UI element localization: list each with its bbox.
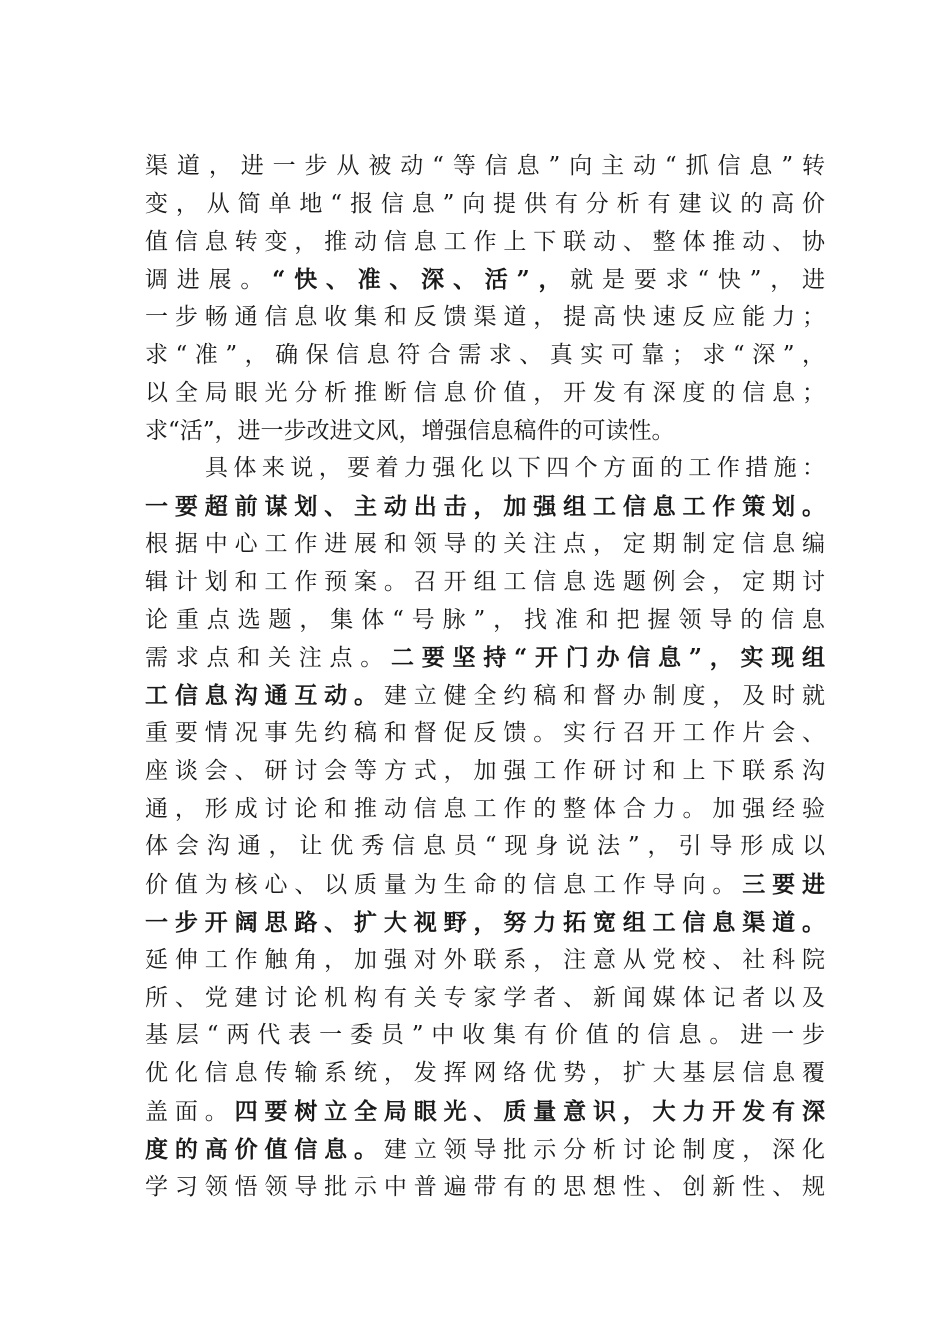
text-line: 变，从简单地“报信息”向提供有分析有建议的高价 — [145, 190, 825, 217]
bold-phrase: 三要进 — [742, 871, 826, 899]
text-line: 渠道，进一步从被动“等信息”向主动“抓信息”转 — [145, 153, 825, 179]
text-line: 辑计划和工作预案。召开组工信息选题例会，定期讨 — [145, 568, 825, 595]
text-line: 通，形成讨论和推动信息工作的整体合力。加强经验 — [145, 795, 825, 822]
text-line: 需求点和关注点。二要坚持“开门办信息”，实现组 — [145, 644, 825, 672]
text-line: 度的高价值信息。建立领导批示分析讨论制度，深化 — [145, 1135, 826, 1163]
bold-phrase: 工信息沟通互动。 — [145, 682, 384, 710]
body-text — [145, 148, 825, 1206]
text-line: 一步畅通信息收集和反馈渠道，提高快速反应能力； — [145, 304, 825, 331]
text-line: 学习领悟领导批示中普遍带有的思想性、创新性、规 — [145, 1173, 825, 1200]
text-line: 值信息转变，推动信息工作上下联动、整体推动、协 — [145, 228, 825, 255]
bold-phrase: 度的高价值信息。 — [145, 1135, 384, 1163]
paragraph-start-line: 具体来说，要着力强化以下四个方面的工作措施： — [205, 455, 825, 482]
text-line: 论重点选题，集体“号脉”，找准和把握领导的信息 — [145, 606, 825, 633]
text-line: 所、党建讨论机构有关专家学者、新闻媒体记者以及 — [145, 984, 825, 1011]
text-line: 基层“两代表一委员”中收集有价值的信息。进一步 — [145, 1022, 825, 1049]
bold-heading-line: 一步开阔思路、扩大视野，努力拓宽组工信息渠道。 — [145, 908, 825, 936]
text-line: 以全局眼光分析推断信息价值，开发有深度的信息； — [145, 379, 825, 406]
bold-phrase: “快、准、深、活”， — [272, 266, 571, 294]
text-line: 重要情况事先约稿和督促反馈。实行召开工作片会、 — [145, 719, 825, 746]
bold-heading-line: 一要超前谋划、主动出击，加强组工信息工作策划。 — [145, 493, 825, 521]
text-line: 求“活”，进一步改进文风，增强信息稿件的可读性。 — [145, 417, 675, 444]
text-line: 求“准”，确保信息符合需求、真实可靠；求“深”， — [145, 341, 825, 368]
bold-phrase: 四要树立全局眼光、质量意识，大力开发有深 — [234, 1097, 826, 1125]
text-line: 价值为核心、以质量为生命的信息工作导向。三要进 — [145, 871, 826, 899]
text-line: 工信息沟通互动。建立健全约稿和督办制度，及时就 — [145, 682, 826, 710]
text-line: 调进展。“快、准、深、活”，就是要求“快”，进 — [145, 266, 825, 294]
text-line: 根据中心工作进展和领导的关注点，定期制定信息编 — [145, 530, 825, 557]
bold-phrase: 二要坚持“开门办信息”，实现组 — [391, 644, 825, 672]
text-line: 体会沟通，让优秀信息员“现身说法”，引导形成以 — [145, 833, 825, 860]
text-line: 延伸工作触角，加强对外联系，注意从党校、社科院 — [145, 946, 825, 973]
text-line: 优化信息传输系统，发挥网络优势，扩大基层信息覆 — [145, 1060, 825, 1087]
text-line: 座谈会、研讨会等方式，加强工作研讨和上下联系沟 — [145, 757, 825, 784]
text-line: 盖面。四要树立全局眼光、质量意识，大力开发有深 — [145, 1097, 826, 1125]
